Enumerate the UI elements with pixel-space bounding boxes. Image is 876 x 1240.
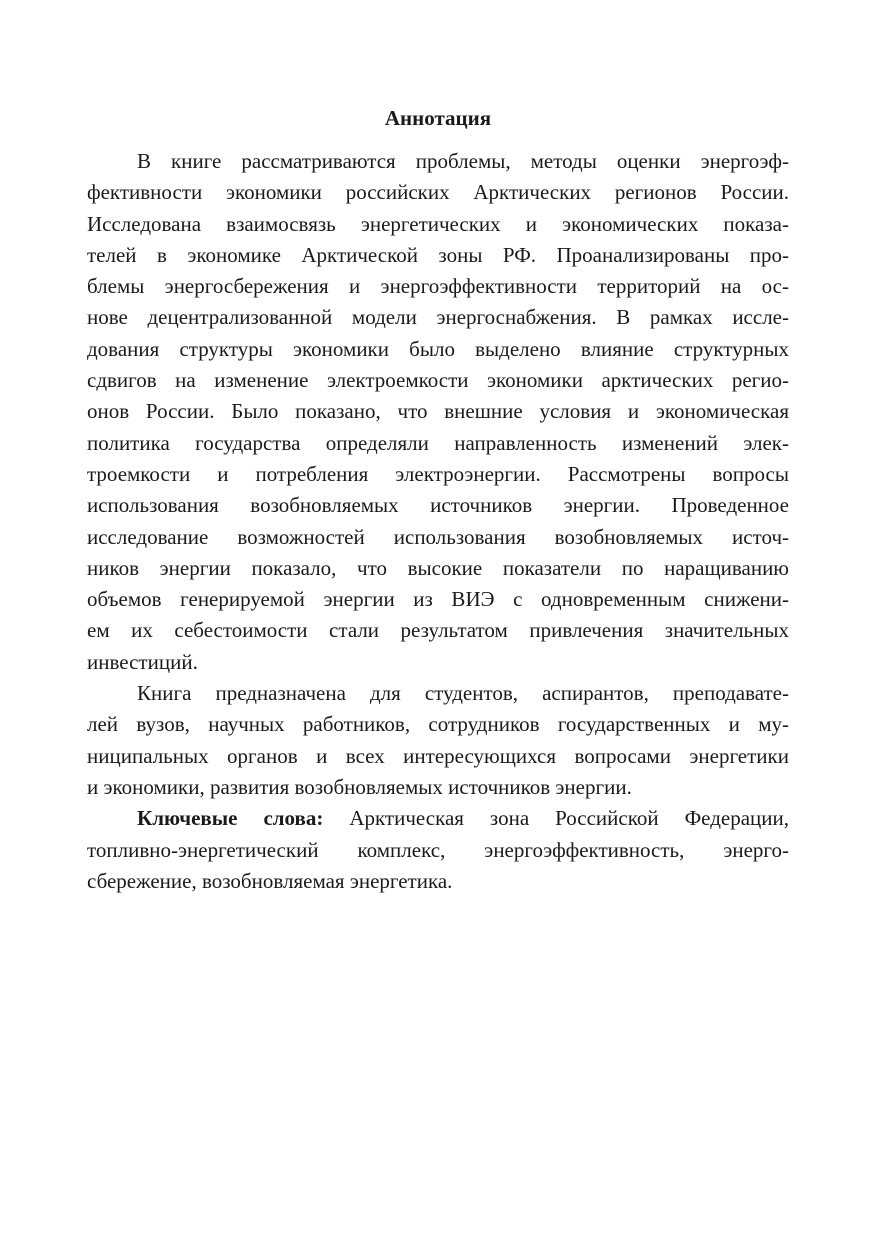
text-line: политика государства определяли направленность изменений элек- [87,430,789,455]
text-line: блемы энергосбережения и энергоэффективности территорий на ос- [87,274,789,299]
text-line: В книге рассматриваются проблемы, методы оценки энергоэф- [137,149,789,173]
keywords-first-line [87,803,789,834]
text-line: ниципальных органов и всех интересующихся вопросами энергетики [87,743,789,768]
text-line: дования структуры экономики было выделено влияние структурных [87,336,789,361]
text-line: инвестиций. [87,649,198,674]
text-line: телей в экономике Арктической зоны РФ. Проанализированы про- [87,242,789,267]
paragraph-1 [87,146,789,678]
keywords-paragraph [87,803,789,897]
text-line: топливно-энергетический комплекс, энергоэффективность, энерго- [87,837,789,862]
paragraph-2 [87,678,789,803]
text-line: ников энергии показало, что высокие показатели по наращиванию [87,555,789,580]
text-line: и экономики, развития возобновляемых источников энергии. [87,774,632,799]
text-line: сдвигов на изменение электроемкости экономики арктических регио- [87,368,789,393]
text-line: нове децентрализованной модели энергоснабжения. В рамках иссле- [87,305,789,330]
keywords-label: Ключевые слова: [137,806,324,831]
text-line: онов России. Было показано, что внешние условия и экономическая [87,399,789,424]
keywords-text: Арктическая зона Российской Федерации, [323,806,789,831]
page-title: Аннотация [384,106,492,130]
text-line: фективности экономики российских Арктических регионов России. [87,180,789,205]
text-line: лей вузов, научных работников, сотрудников государственных и му- [87,712,789,737]
text-line: троемкости и потребления электроэнергии. Рассмотрены вопросы [87,461,789,486]
text-line: объемов генерируемой энергии из ВИЭ с одновременным снижени- [87,587,789,612]
text-line: использования возобновляемых источников энергии. Проведенное [87,493,789,518]
text-line: исследование возможностей использования возобновляемых источ- [87,524,789,549]
text-line: сбережение, возобновляемая энергетика. [87,868,453,893]
text-line: ем их себестоимости стали результатом привлечения значительных [87,618,789,643]
text-line: Книга предназначена для студентов, аспирантов, преподавате- [137,681,789,706]
annotation-page [87,102,789,897]
text-line: Исследована взаимосвязь энергетических и экономических показа- [87,211,789,236]
